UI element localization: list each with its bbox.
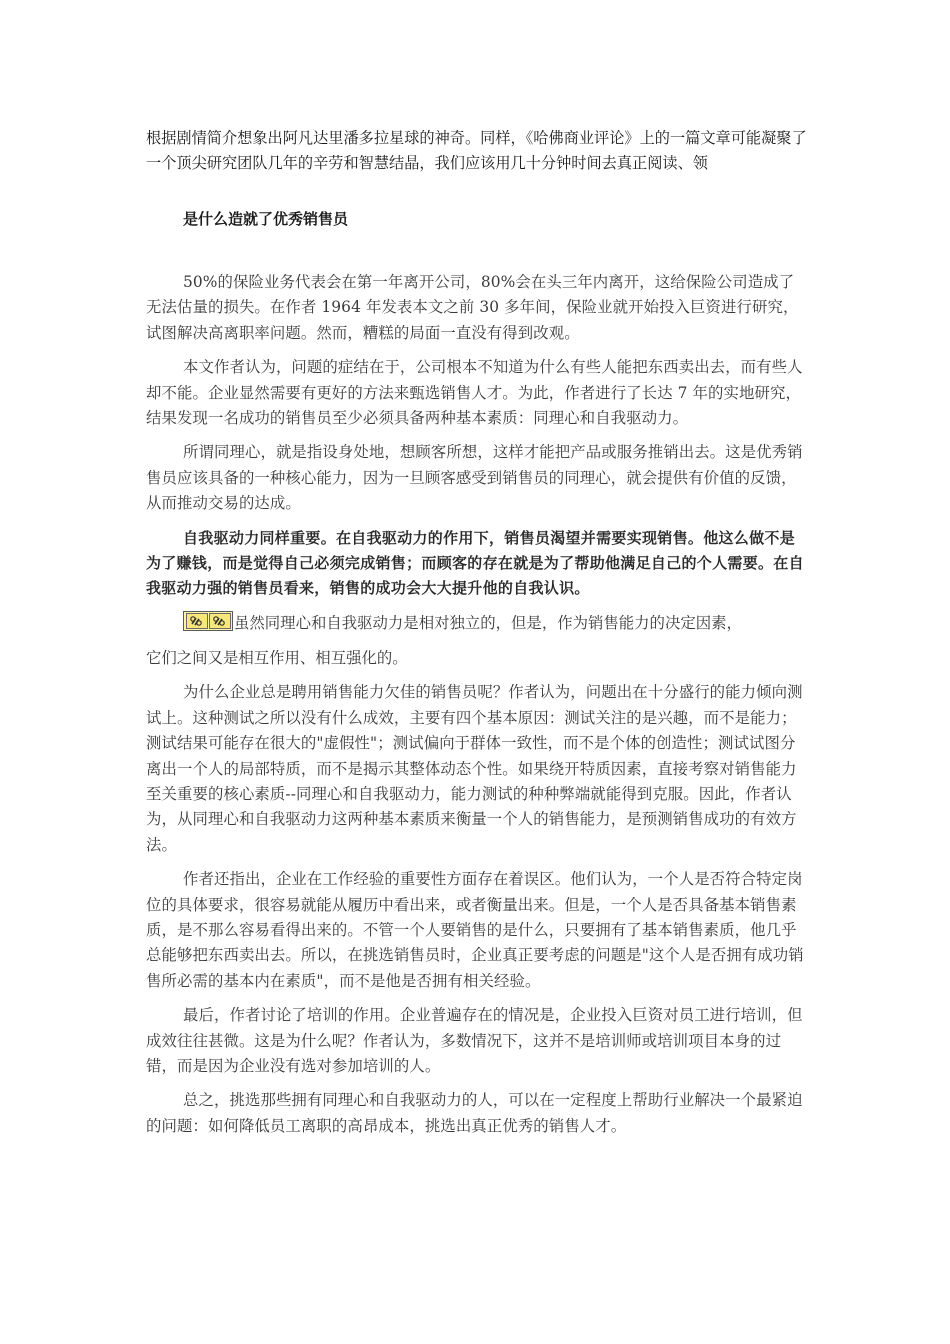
link-icon (186, 613, 208, 629)
paragraph-ego-drive: 自我驱动力同样重要。在自我驱动力的作用下，销售员渴望并需要实现销售。他这么做不是为了赚钱，而是觉得自己必须完成销售；而顾客的存在就是为了帮助他满足自己的个人需要。在自我驱动力强的销售员看来，销售的成功会大大提升他的自我认识。 (146, 528, 804, 598)
paragraph-training: 最后，作者讨论了培训的作用。企业普遍存在的情况是，企业投入巨资对员工进行培训，但成效往往甚微。这是为什么呢？作者认为，多数情况下，这并不是培训师或培训项目本身的过错，而是因为企业没有选对参加培训的人。 (146, 1006, 803, 1075)
paragraph-aptitude-tests: 为什么企业总是聘用销售能力欠佳的销售员呢？作者认为，问题出在十分盛行的能力倾向测试上。这种测试之所以没有什么成效，主要有四个基本原因：测试关注的是兴趣，而不是能力；测试结果可能存在很大的"虚假性"；测试偏向于群体一致性，而不是个体的创造性；测试试图分离出一个人的局部特质，而不是揭示其整体动态个性。如果绕开特质因素，直接考察对销售能力至关重要的核心素质--同理心和自我驱动力，能力测试的种种弊端就能得到克服。因此，作者认为，从同理心和自我驱动力这两种基本素质来衡量一个人的销售能力，是预测销售成功的有效方法。 (146, 683, 803, 854)
paragraph-conclusion: 总之，挑选那些拥有同理心和自我驱动力的人，可以在一定程度上帮助行业解决一个最紧迫的问题：如何降低员工离职的高昂成本，挑选出真正优秀的销售人才。 (146, 1091, 803, 1135)
paragraph-empathy: 所谓同理心，就是指设身处地，想顾客所想，这样才能把产品或服务推销出去。这是优秀销售员应该具备的一种核心能力，因为一旦顾客感受到销售员的同理心，就会提供有价值的反馈，从而推动交易的达成。 (146, 443, 803, 513)
article-body (146, 270, 806, 1148)
paragraph-diagnosis: 本文作者认为，问题的症结在于，公司根本不知道为什么有些人能把东西卖出去，而有些人却不能。企业显然需要有更好的方法来甄选销售人才。为此，作者进行了长达 7 年的实地研究，结果发现一名成功的销售员至少必须具备两种基本素质：同理心和自我驱动力。 (146, 358, 803, 428)
intro-paragraph: 根据剧情简介想象出阿凡达里潘多拉星球的神奇。同样，《哈佛商业评论》上的一篇文章可能凝聚了一个顶尖研究团队几年的辛劳和智慧结晶，我们应该用几十分钟时间去真正阅读、领 (146, 129, 807, 172)
relationship-text: 虽然同理心和自我驱动力是相对独立的，但是，作为销售能力的决定因素， (234, 613, 742, 632)
embedded-object-icons[interactable] (183, 611, 233, 631)
paragraph-turnover: 50%的保险业务代表会在第一年离开公司，80%会在头三年内离开，这给保险公司造成了无法估量的损失。在作者 1964 年发表本文之前 30 多年间，保险业就开始投入巨资进行研究，试图解决高离职率问题。然而，糟糕的局面一直没有得到改观。 (146, 273, 799, 342)
paragraph-experience: 作者还指出，企业在工作经验的重要性方面存在着误区。他们认为，一个人是否符合特定岗位的具体要求，很容易就能从履历中看出来，或者衡量出来。但是，一个人是否具备基本销售素质，是不那么容易看得出来的。不管一个人要销售的是什么，只要拥有了基本销售素质，他几乎总能够把东西卖出去。所以，在挑选销售员时，企业真正要考虑的问题是"这个人是否拥有成功销售所必需的基本内在素质"，而不是他是否拥有相关经验。 (146, 870, 804, 990)
paragraph-relationship (146, 611, 806, 636)
article-title: 是什么造就了优秀销售员 (183, 210, 349, 228)
link-icon (209, 613, 231, 629)
relationship-continuation: 它们之间又是相互作用、相互强化的。 (146, 648, 408, 667)
